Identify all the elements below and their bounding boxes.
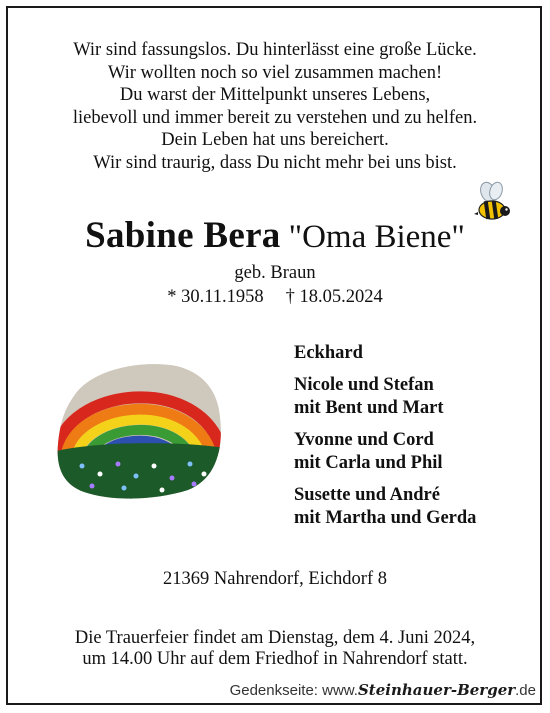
maiden-name: geb. Braun (234, 263, 316, 283)
mourner-group (294, 429, 476, 475)
poem (0, 39, 550, 175)
poem-line: Wir wollten noch so viel zusammen machen! (107, 62, 443, 83)
mourners-list (294, 342, 476, 539)
mourner-line: Yvonne und Cord (294, 430, 434, 450)
birth-date: * 30.11.1958 (167, 287, 264, 307)
mourner-group (294, 484, 476, 530)
family-address: 21369 Nahrendorf, Eichdorf 8 (163, 569, 387, 589)
poem-line: Wir sind fassungslos. Du hinterlässt eine große Lücke. (73, 40, 477, 60)
service-line: um 14.00 Uhr auf dem Friedhof in Nahrendorf statt. (82, 649, 468, 669)
memorial-page-footer[interactable] (230, 681, 536, 699)
service-line: Die Trauerfeier findet am Dienstag, dem 4. Juni 2024, (74, 628, 476, 648)
poem-line: liebevoll und immer bereit zu verstehen und zu helfen. (72, 107, 478, 128)
funeral-service-info (0, 628, 550, 670)
mourner-line: mit Carla und Phil (294, 453, 443, 473)
painted-rainbow-stone (52, 356, 226, 502)
poem-line: Dein Leben hat uns bereichert. (161, 130, 389, 151)
poem-line: Du warst der Mittelpunkt unseres Lebens, (119, 85, 431, 106)
death-date: † 18.05.2024 (285, 287, 383, 307)
footer-site-name[interactable]: Steinhauer-Berger (357, 681, 516, 699)
deceased-name-line (0, 214, 550, 257)
poem-line: Wir sind traurig, dass Du nicht mehr bei uns bist. (93, 152, 457, 173)
mourner-group (294, 374, 476, 420)
mourner-line: Eckhard (294, 343, 363, 363)
mourner-group (294, 342, 476, 365)
mourner-line: Nicole und Stefan (294, 375, 434, 395)
footer-tld: .de (515, 682, 536, 699)
deceased-nickname: "Oma Biene" (288, 219, 465, 255)
mourner-line: Susette und André (294, 485, 440, 505)
life-dates (0, 287, 550, 308)
mourner-line: mit Bent und Mart (294, 398, 444, 418)
mourner-line: mit Martha und Gerda (294, 508, 477, 528)
footer-label: Gedenkseite: www. (229, 682, 358, 699)
deceased-name: Sabine Bera (85, 215, 281, 256)
